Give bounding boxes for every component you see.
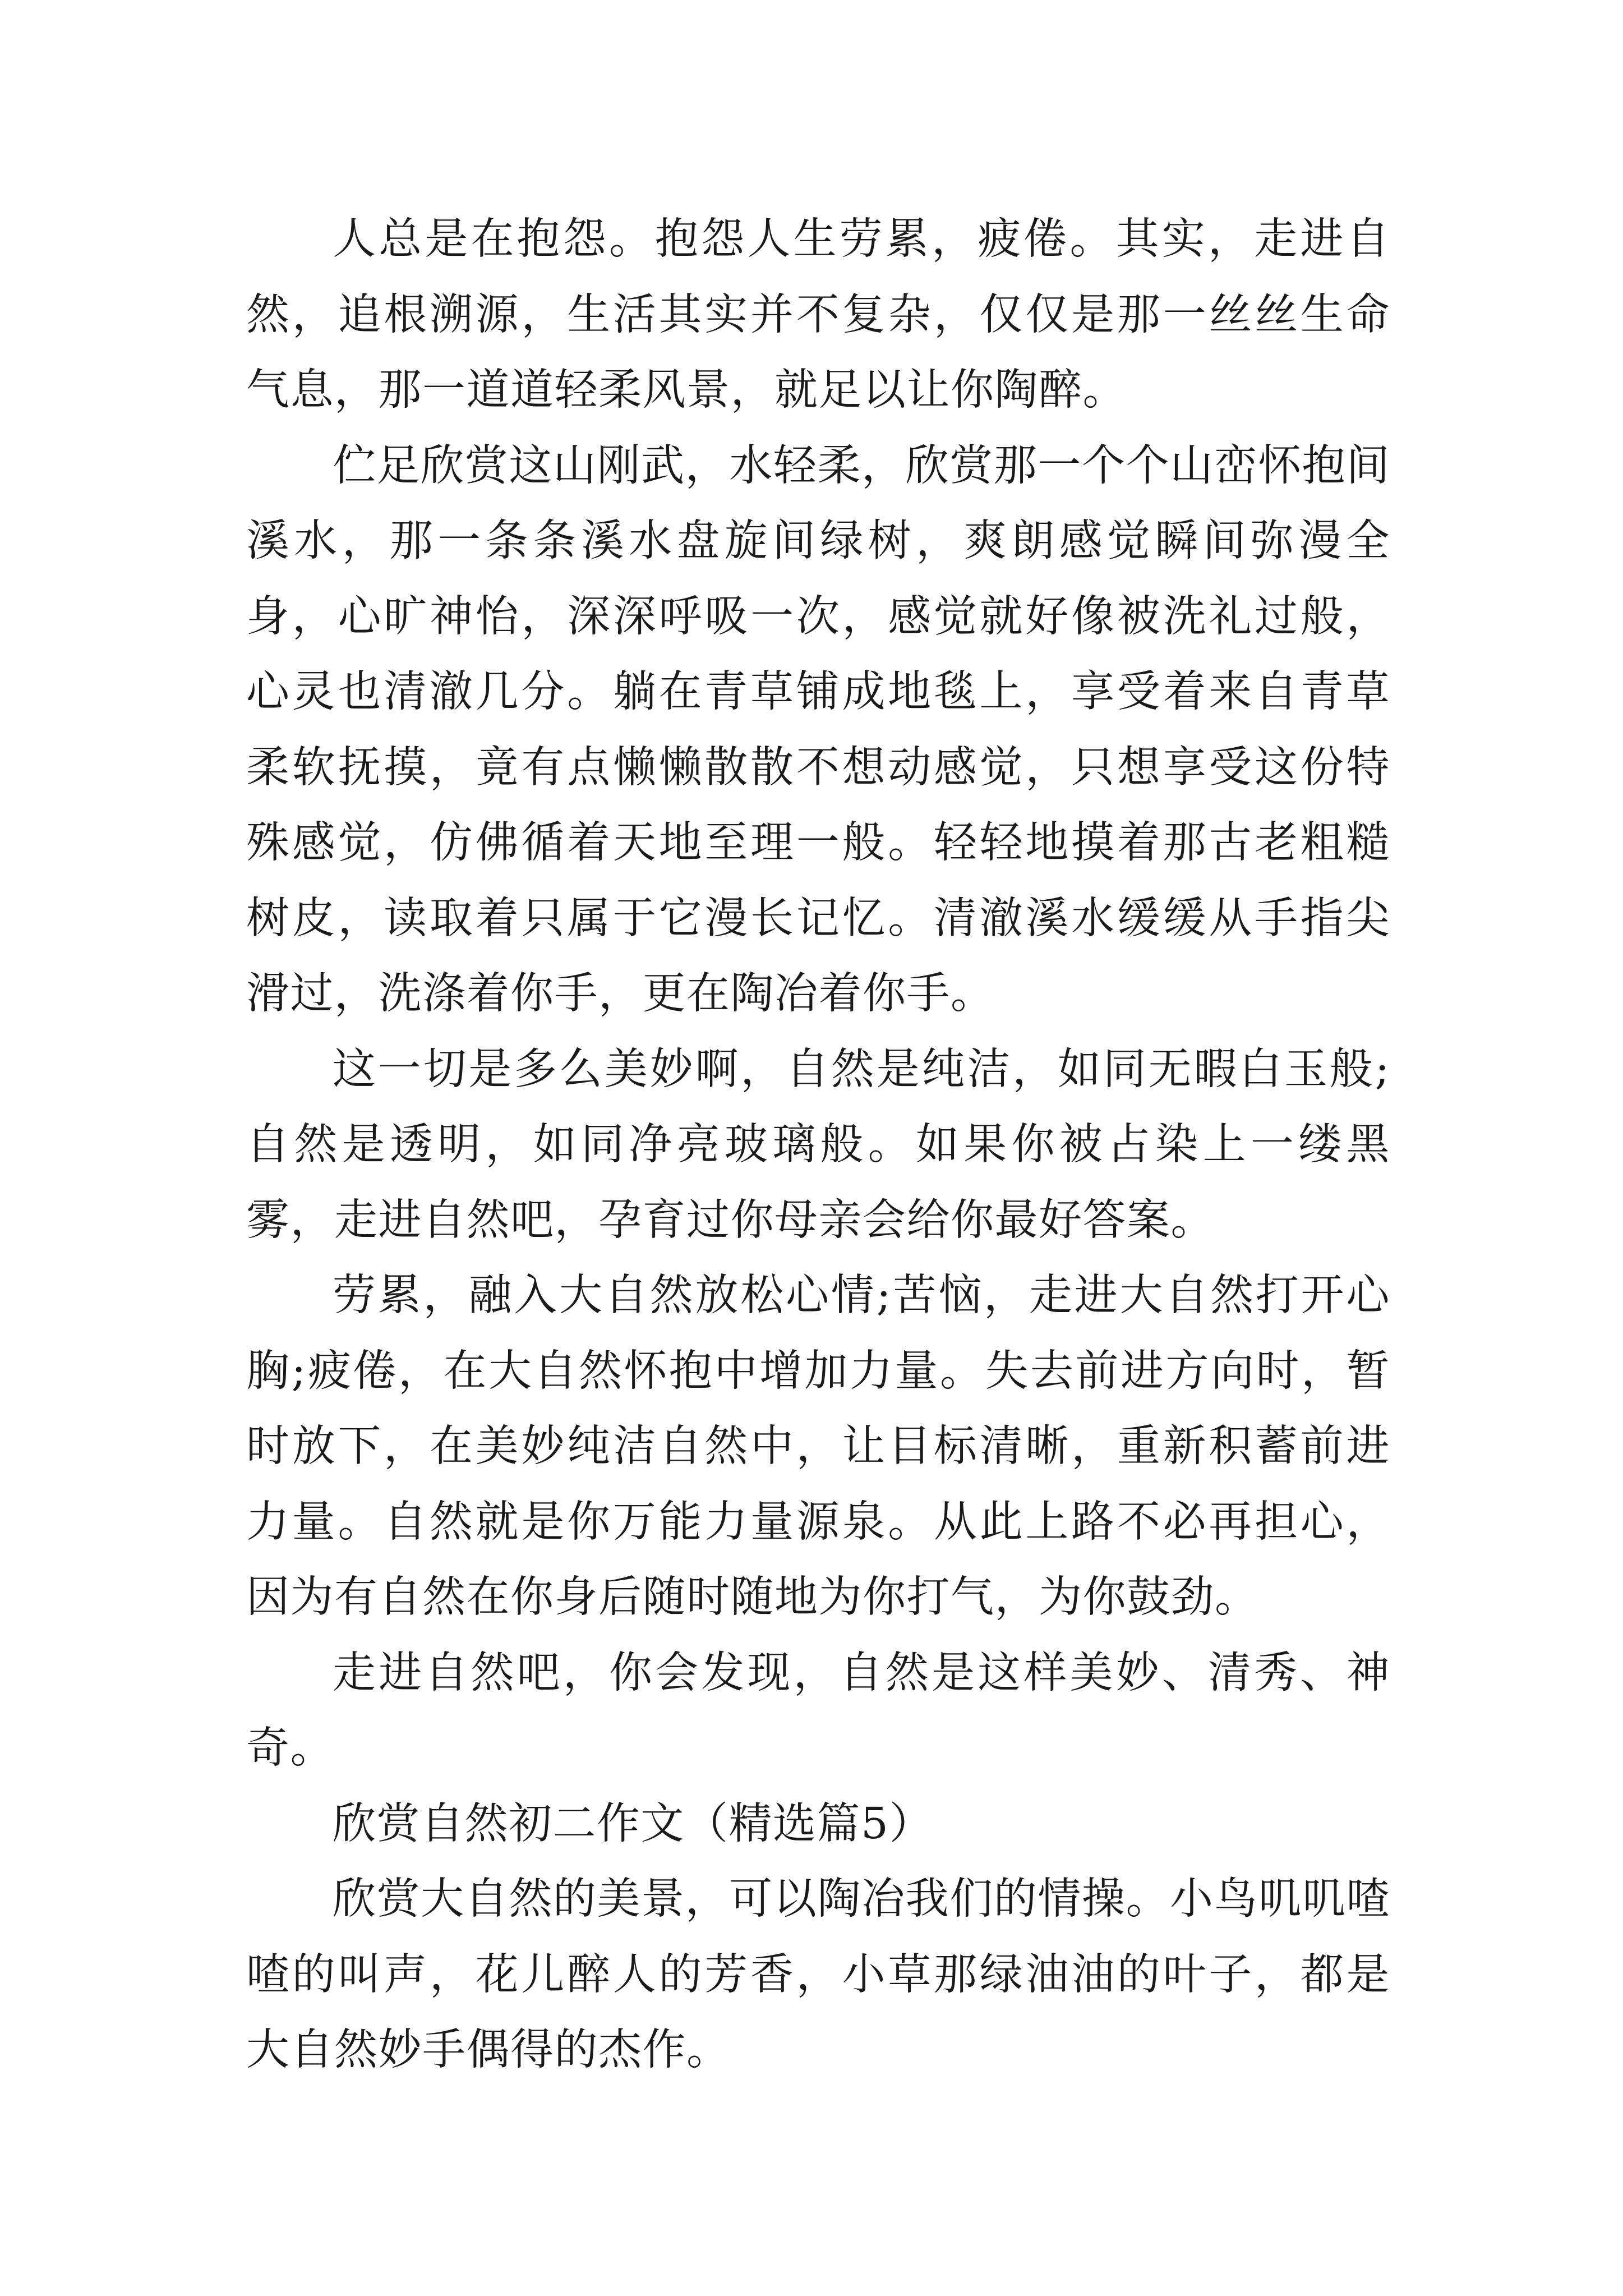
paragraph: 这一切是多么美妙啊，自然是纯洁，如同无暇白玉般;自然是透明，如同净亮玻璃般。如果你被占染上一缕黑雾，走进自然吧，孕育过你母亲会给你最好答案。 — [246, 1044, 1390, 1245]
document-body — [246, 202, 1390, 2088]
paragraph: 人总是在抱怨。抱怨人生劳累，疲倦。其实，走进自然，追根溯源，生活其实并不复杂，仅仅是那一丝丝生命气息，那一道道轻柔风景，就足以让你陶醉。 — [246, 214, 1390, 415]
paragraph: 走进自然吧，你会发现，自然是这样美妙、清秀、神奇。 — [246, 1648, 1390, 1773]
paragraph: 劳累，融入大自然放松心情;苦恼，走进大自然打开心胸;疲倦，在大自然怀抱中增加力量。失去前进方向时，暂时放下，在美妙纯洁自然中，让目标清晰，重新积蓄前进力量。自然就是你万能力量源泉。从此上路不必再担心，因为有自然在你身后随时随地为你打气，为你鼓劲。 — [246, 1271, 1390, 1622]
paragraph: 欣赏大自然的美景，可以陶冶我们的情操。小鸟叽叽喳喳的叫声，花儿醉人的芳香，小草那绿油油的叶子，都是大自然妙手偶得的杰作。 — [246, 1874, 1390, 2075]
section-heading: 欣赏自然初二作文（精选篇5） — [333, 1798, 933, 1849]
paragraph: 伫足欣赏这山刚武，水轻柔，欣赏那一个个山峦怀抱间溪水，那一条条溪水盘旋间绿树，爽朗感觉瞬间弥漫全身，心旷神怡，深深呼吸一次，感觉就好像被洗礼过般，心灵也清澈几分。躺在青草铺成地毯上，享受着来自青草柔软抚摸，竟有点懒懒散散不想动感觉，只想享受这份特殊感觉，仿佛循着天地至理一般。轻轻地摸着那古老粗糙树皮，读取着只属于它漫长记忆。清澈溪水缓缓从手指尖滑过，洗涤着你手，更在陶冶着你手。 — [246, 440, 1390, 1019]
